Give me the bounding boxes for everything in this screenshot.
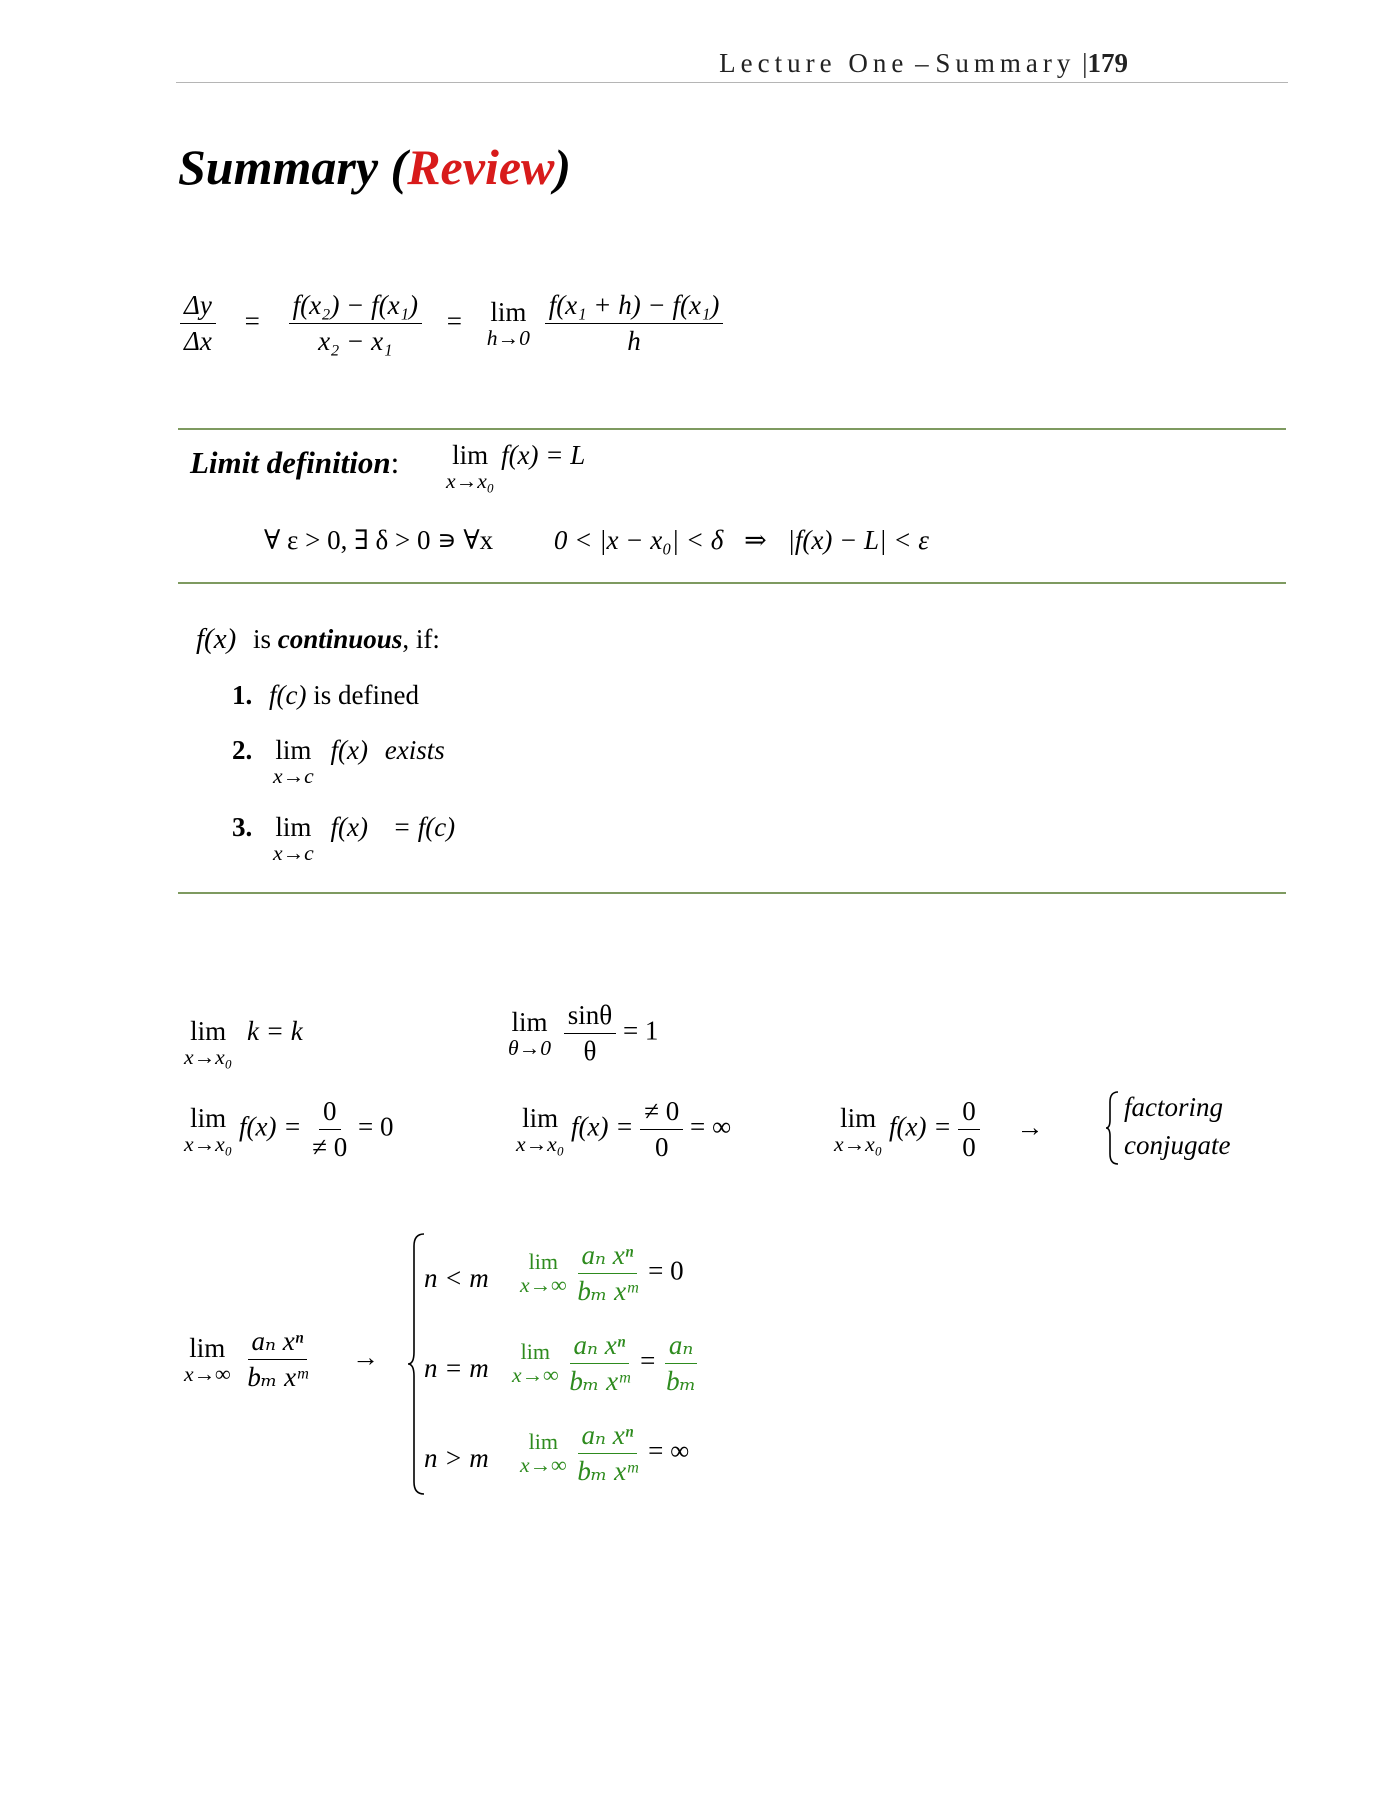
derivative-denominator: h [627, 326, 641, 356]
title-main: Summary ( [178, 139, 408, 195]
item-expression: f(x) [330, 812, 368, 842]
lim-word: lim [190, 1102, 227, 1133]
derivative-fraction [545, 290, 724, 357]
epsilon-conclusion: |f(x) − L| < ε [787, 525, 929, 555]
continuity-tail: , if: [402, 624, 440, 654]
fraction-numerator: 0 [958, 1096, 980, 1130]
dy-dx-fraction [180, 290, 216, 357]
limit-fraction [308, 1096, 351, 1163]
limit-operator [487, 297, 530, 351]
limit-operator [184, 1333, 231, 1387]
derivative-numerator: f(x₁ + h) − f(x₁) [545, 290, 724, 324]
title-highlight: Review [407, 139, 555, 195]
lim-subscript: x→∞ [184, 1361, 231, 1386]
nonzero-over-zero-limit [516, 1096, 731, 1163]
item-number: 1. [232, 680, 253, 710]
lim-word: lim [275, 812, 312, 842]
item-expression: f(x) [330, 735, 368, 765]
section-divider [178, 428, 1286, 430]
case-denominator: bₘ xᵐ [577, 1276, 638, 1306]
limit-definition [190, 440, 585, 494]
method-factoring: factoring [1124, 1092, 1223, 1122]
fraction-numerator: 0 [319, 1096, 341, 1130]
constant-expression: k = k [247, 1016, 303, 1046]
limit-definition-label: Limit definition [190, 445, 391, 481]
case-denominator: bₘ xᵐ [577, 1456, 638, 1486]
zero-over-nonzero-limit [184, 1096, 394, 1163]
case-cond-3: n > m [424, 1443, 489, 1473]
ratio-denominator: bₘ [666, 1366, 697, 1396]
running-header [719, 48, 1128, 79]
lim-word: lim [528, 1249, 558, 1274]
delta-premise: 0 < |x − x₀| < δ [553, 525, 724, 555]
lim-subscript: x→x₀ [516, 1131, 565, 1156]
lim-word: lim [528, 1429, 558, 1454]
item-text: is defined [313, 680, 419, 710]
rational-denominator: bₘ xᵐ [247, 1362, 308, 1392]
equals-sign: = [446, 305, 462, 336]
case-result: = ∞ [648, 1435, 690, 1466]
constant-limit [184, 1016, 303, 1070]
item-text: = f(c) [392, 812, 456, 842]
case-equals: = [640, 1345, 656, 1376]
limit-operator [520, 1249, 567, 1298]
fraction-denominator: ≠ 0 [312, 1132, 348, 1162]
lim-word: lim [490, 296, 527, 327]
methods-brace [1106, 1090, 1120, 1166]
limit-operator [184, 1103, 232, 1157]
page-number: 179 [1087, 48, 1128, 78]
limit-operator [834, 1103, 882, 1157]
header-rule [176, 82, 1288, 83]
secant-numerator: f(x₂) − f(x₁) [289, 290, 422, 324]
continuity-word: continuous [277, 624, 403, 654]
lim-word: lim [522, 1102, 559, 1133]
sine-fraction [564, 1000, 616, 1067]
continuity-item-1 [232, 680, 419, 711]
lim-word: lim [511, 1006, 548, 1037]
continuity-item-2 [232, 735, 445, 789]
limit-operator [184, 1016, 232, 1070]
implies-symbol: ⇒ [744, 525, 767, 555]
lim-word: lim [190, 1016, 227, 1046]
continuity-function: f(x) [196, 623, 237, 655]
sine-numerator: sinθ [564, 1000, 616, 1034]
limit-lhs: f(x) = [239, 1111, 302, 1142]
case-cond-2: n = m [424, 1353, 489, 1383]
section-divider [178, 892, 1286, 894]
sine-denominator: θ [583, 1036, 597, 1066]
lim-subscript: θ→0 [508, 1035, 551, 1060]
arrow-symbol: → [1016, 1111, 1044, 1142]
limit-lhs: f(x) = [889, 1111, 952, 1142]
continuity-heading [196, 623, 440, 656]
lim-subscript: x→∞ [520, 1273, 567, 1297]
case-cond-1: n < m [424, 1263, 489, 1293]
item-number: 2. [232, 735, 253, 765]
limit-definition-colon: : [390, 445, 400, 481]
case-fraction [573, 1240, 641, 1307]
lim-word: lim [452, 440, 489, 470]
item-text: exists [384, 735, 445, 765]
limit-result: = ∞ [690, 1111, 732, 1142]
limit-operator [508, 1007, 551, 1061]
lim-subscript: h→0 [486, 325, 530, 350]
header-separator: | [1082, 48, 1088, 78]
secant-denominator: x₂ − x₁ [318, 326, 393, 356]
case-numerator: aₙ xⁿ [570, 1330, 630, 1364]
lim-word: lim [520, 1339, 550, 1364]
page-title [178, 138, 571, 196]
case-fraction [565, 1330, 633, 1397]
continuity-item-3 [232, 812, 455, 866]
lim-subscript: x→x₀ [184, 1045, 233, 1069]
case-fraction [573, 1420, 641, 1487]
case-numerator: aₙ xⁿ [578, 1240, 638, 1274]
quantifier-clause: ∀ ε > 0, ∃ δ > 0 ∍ ∀x [264, 525, 494, 555]
limit-fraction [640, 1096, 683, 1163]
limit-operator [516, 1103, 564, 1157]
case-limit-2 [512, 1330, 700, 1397]
section-divider [178, 582, 1286, 584]
epsilon-delta [264, 525, 929, 556]
sine-limit [508, 1000, 658, 1067]
dx: Δx [184, 326, 212, 356]
item-expression: f(c) [269, 680, 307, 710]
case-result: = 0 [648, 1255, 684, 1286]
indeterminate-limit [834, 1096, 1043, 1163]
ratio-numerator: aₙ [665, 1330, 697, 1364]
fraction-numerator: ≠ 0 [640, 1096, 683, 1130]
lim-word: lim [275, 735, 312, 765]
case-denominator: bₘ xᵐ [569, 1366, 630, 1396]
difference-quotient [180, 290, 723, 357]
rational-limit [184, 1326, 379, 1393]
fraction-denominator: 0 [962, 1132, 976, 1162]
lim-subscript: x→∞ [512, 1363, 559, 1387]
lim-subscript: x→c [273, 764, 314, 788]
lim-subscript: x→x₀ [834, 1131, 883, 1156]
limit-operator [273, 812, 314, 866]
rational-numerator: aₙ xⁿ [248, 1326, 308, 1360]
case-numerator: aₙ xⁿ [578, 1420, 638, 1454]
limit-operator [446, 440, 494, 494]
dy: Δy [180, 290, 216, 324]
continuity-is: is [253, 624, 272, 654]
lim-subscript: x→x₀ [446, 469, 495, 493]
case-limit-1 [520, 1240, 684, 1307]
lim-word: lim [840, 1102, 877, 1133]
limit-operator [273, 735, 314, 789]
header-dash: – [915, 48, 929, 78]
limit-fraction [958, 1096, 980, 1163]
limit-lhs: f(x) = [571, 1111, 634, 1142]
lim-subscript: x→∞ [520, 1453, 567, 1477]
header-section: Summary [935, 48, 1076, 78]
lim-word: lim [189, 1332, 226, 1363]
limit-operator [512, 1339, 559, 1388]
lim-subscript: x→x₀ [184, 1131, 233, 1156]
method-conjugate: conjugate [1124, 1130, 1231, 1160]
rational-fraction [243, 1326, 311, 1393]
methods-list [1124, 1088, 1230, 1164]
secant-fraction [289, 290, 422, 357]
limit-result: = 0 [358, 1111, 394, 1142]
lim-subscript: x→c [273, 841, 314, 865]
arrow-symbol: → [352, 1341, 380, 1372]
title-close: ) [554, 139, 572, 195]
limit-expression: f(x) = L [501, 440, 586, 470]
item-number: 3. [232, 812, 253, 842]
header-lecture: Lecture One [719, 48, 909, 78]
fraction-denominator: 0 [655, 1132, 669, 1162]
case-limit-3 [520, 1420, 689, 1487]
limit-operator [520, 1429, 567, 1478]
equals-sign: = [244, 305, 260, 336]
case-ratio [662, 1330, 700, 1397]
sine-result: = 1 [622, 1015, 659, 1046]
